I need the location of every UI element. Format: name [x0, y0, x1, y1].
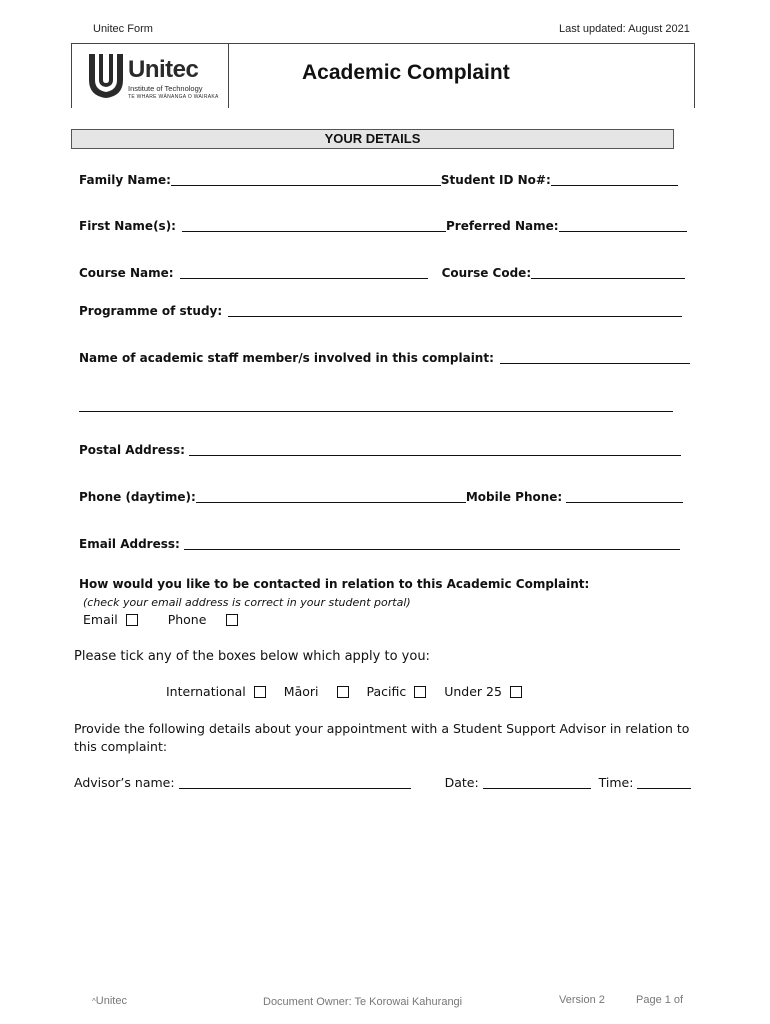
first-name-row [79, 219, 687, 233]
first-names-label: First Name(s): [79, 219, 176, 233]
page-title: Academic Complaint [302, 61, 510, 84]
pacific-checkbox[interactable] [414, 686, 426, 698]
international-checkbox[interactable] [254, 686, 266, 698]
email-address-label: Email Address: [79, 537, 180, 551]
phone-row [79, 490, 683, 504]
contact-hint: (check your email address is correct in your student portal) [83, 596, 411, 609]
last-updated: Last updated: August 2021 [559, 23, 690, 35]
maori-label: Māori [283, 684, 319, 699]
section-your-details: YOUR DETAILS [71, 129, 674, 149]
email-address-input[interactable] [184, 538, 680, 550]
course-name-label: Course Name: [79, 266, 174, 280]
course-code-label: Course Code: [441, 266, 532, 280]
advisor-date-label: Date: [444, 775, 479, 790]
mobile-phone-input[interactable] [566, 491, 683, 503]
logo-name: Unitec [128, 56, 199, 83]
advisor-date-input[interactable] [483, 777, 591, 789]
programme-input[interactable] [228, 305, 682, 317]
postal-address-label: Postal Address: [79, 443, 185, 457]
maori-checkbox[interactable] [337, 686, 349, 698]
advisor-time-input[interactable] [637, 777, 691, 789]
postal-address-input[interactable] [189, 444, 681, 456]
family-name-input[interactable] [171, 174, 441, 186]
course-name-input[interactable] [180, 267, 428, 279]
advisor-row [74, 775, 691, 790]
logo [72, 44, 229, 108]
contact-options [83, 612, 256, 627]
logo-subtitle: Institute of Technology [128, 84, 203, 93]
footer-logo-icon: ^ [92, 997, 96, 1006]
under25-checkbox[interactable] [510, 686, 522, 698]
under25-label: Under 25 [444, 684, 502, 699]
form-label: Unitec Form [93, 23, 153, 35]
advisor-prompt: Provide the following details about your appointment with a Student Support Advisor in relation to this complaint: [74, 721, 690, 754]
contact-phone-label: Phone [167, 612, 207, 627]
family-name-label: Family Name: [79, 173, 171, 187]
contact-phone-checkbox[interactable] [226, 614, 238, 626]
contact-email-checkbox[interactable] [126, 614, 138, 626]
phone-daytime-label: Phone (daytime): [79, 490, 196, 504]
family-name-row [79, 173, 678, 187]
email-row [79, 537, 680, 551]
course-code-input[interactable] [531, 267, 685, 279]
student-id-label: Student ID No#: [440, 173, 551, 187]
title-box [71, 43, 695, 108]
advisor-name-input[interactable] [179, 777, 411, 789]
programme-row [79, 304, 682, 318]
advisor-time-label: Time: [598, 775, 634, 790]
contact-email-label: Email [83, 612, 118, 627]
staff-involved-label: Name of academic staff member/s involved in this complaint: [79, 351, 494, 365]
course-row [79, 266, 685, 280]
pacific-label: Pacific [366, 684, 407, 699]
contact-question: How would you like to be contacted in relation to this Academic Complaint: [79, 577, 590, 591]
staff-involved-input[interactable] [500, 352, 690, 364]
programme-label: Programme of study: [79, 304, 223, 318]
phone-daytime-input[interactable] [196, 491, 466, 503]
student-id-input[interactable] [551, 174, 678, 186]
staff-involved-extra-line[interactable] [79, 411, 673, 412]
advisor-name-label: Advisor’s name: [74, 775, 175, 790]
preferred-name-label: Preferred Name: [445, 219, 559, 233]
logo-maori-subtitle: TE WHARE WĀNANGA O WAIRAKA [128, 94, 219, 100]
footer-owner: Document Owner: Te Korowai Kahurangi [263, 996, 463, 1008]
footer-version: Version 2 [559, 994, 605, 1006]
footer-brand: ^Unitec [92, 995, 127, 1007]
unitec-logo-icon [86, 52, 126, 100]
first-names-input[interactable] [182, 220, 446, 232]
postal-row [79, 443, 681, 457]
staff-row [79, 351, 690, 365]
international-label: International [166, 684, 246, 699]
footer-page: Page 1 of [636, 994, 684, 1006]
mobile-phone-label: Mobile Phone: [465, 490, 563, 504]
tick-options [166, 684, 540, 699]
tick-prompt: Please tick any of the boxes below which apply to you: [74, 649, 430, 664]
preferred-name-input[interactable] [559, 220, 687, 232]
